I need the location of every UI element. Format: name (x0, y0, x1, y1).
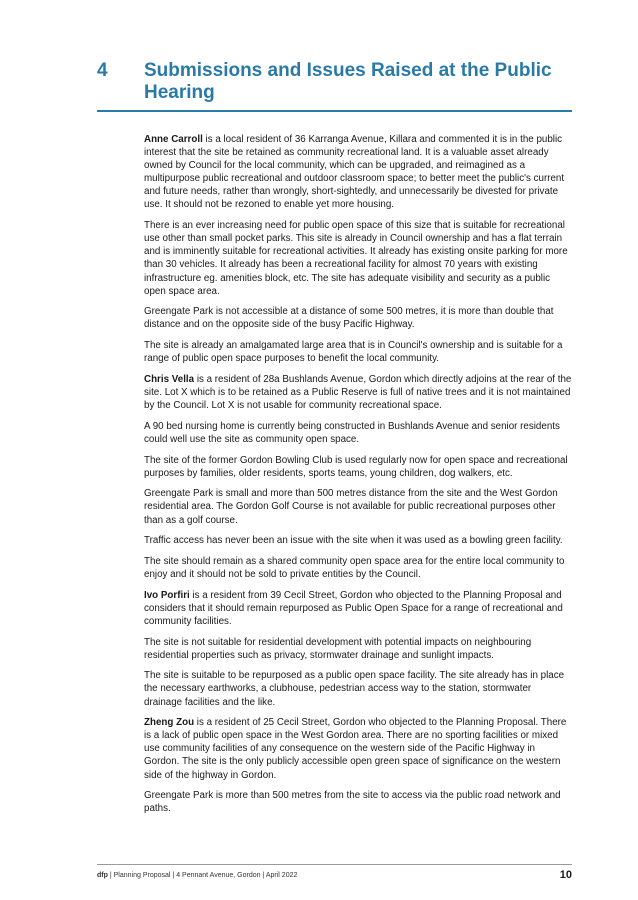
paragraph-text: A 90 bed nursing home is currently being constructed in Bushlands Avenue and senior residents could well use the site as community open space. (144, 420, 560, 445)
paragraph-text: is a resident of 28a Bushlands Avenue, Gordon which directly adjoins at the rear of the site. Lot X which is to be retained as a Public Reserve is full of native trees and it is not maintained by the Council. Lot X is not usable for community recreational space. (144, 373, 572, 412)
paragraph-text: Traffic access has never been an issue with the site when it was used as a bowling green facility. (144, 535, 563, 547)
paragraph-text: The site of the former Gordon Bowling Club is used regularly now for open space and recreational purposes by families, older residents, sports teams, young children, dog walkers, etc. (144, 454, 568, 479)
footer-brand: dfp (97, 871, 108, 879)
section-number: 4 (97, 60, 108, 81)
paragraph (144, 420, 572, 446)
footer-rule (97, 864, 572, 865)
document-body (144, 133, 572, 823)
paragraph (144, 716, 572, 781)
paragraph-text: The site is already an amalgamated large area that is in Council's ownership and is suitable for a range of public open space purposes to benefit the local community. (144, 340, 563, 365)
paragraph-text: is a resident from 39 Cecil Street, Gordon who objected to the Planning Proposal and considers that it should remain repurposed as Public Open Space for a range of recreational and community facilities. (144, 589, 563, 627)
paragraph-text: The site is suitable to be repurposed as a public open space facility. The site already has in place the necessary earthworks, a clubhouse, pedestrian access way to the station, stormwater drainage facilities and the like. (144, 670, 565, 708)
paragraph (144, 789, 572, 815)
paragraph-text: The site should remain as a shared community open space area for the entire local community to enjoy and it should not be sold to private entities by the Council. (144, 555, 565, 580)
footer-separator: | (172, 871, 175, 879)
footer-document: Planning Proposal (113, 871, 171, 879)
paragraph (144, 373, 572, 412)
paragraph (144, 454, 572, 480)
paragraph (144, 487, 572, 526)
submitter-name: Ivo Porfiri (144, 589, 190, 601)
page-number: 10 (559, 869, 572, 881)
paragraph-text: Greengate Park is not accessible at a distance of some 500 metres, it is more than double that distance and on the opposite side of the busy Pacific Highway. (144, 306, 554, 331)
submitter-name: Chris Vella (144, 373, 195, 385)
paragraph-text: There is an ever increasing need for public open space of this size that is suitable for recreational use other than small pocket parks. This site is already in Council ownership and has a flat terrain and is imminently suitable for recreational activities. It already has existing onsite parking for more than 30 vehicles. It already has been a recreational facility for almost 70 years with existing infrastructure eg. amenities block, etc. The site has adequate visibility and security as a public open space area. (144, 220, 568, 297)
paragraph (144, 589, 572, 628)
paragraph (144, 219, 572, 298)
page-footer (97, 869, 572, 881)
submitter-name: Anne Carroll (144, 134, 203, 145)
paragraph (144, 669, 572, 708)
paragraph (144, 133, 572, 212)
footer-date: April 2022 (265, 871, 298, 879)
section-heading (97, 60, 572, 104)
section-title: Submissions and Issues Raised at the Public Hearing (144, 60, 552, 103)
paragraph (144, 305, 572, 331)
paragraph (144, 339, 572, 365)
paragraph-text: The site is not suitable for residential development with potential impacts on neighbouring residential properties such as privacy, stormwater drainage and sunlight impacts. (144, 636, 532, 661)
footer-separator: | (262, 871, 265, 879)
paragraph-text: is a resident of 25 Cecil Street, Gordon who objected to the Planning Proposal. There is a lack of public open space in the West Gordon area. There are no sporting facilities or mixed use community facilities of any consequence on the western side of the Pacific Highway in Gordon. The site is the only publicly accessible open green space of significance on the western side of the highway in Gordon. (144, 717, 567, 781)
footer-info (97, 872, 297, 879)
footer-address: 4 Pennant Avenue, Gordon (176, 871, 261, 879)
paragraph-text: is a local resident of 36 Karranga Avenue, Killara and commented it is in the public interest that the site be retained as community recreational land. It is a valuable asset already owned by Council for the local community, which can be upgraded, and reimagined as a multipurpose public recreational and outdoor classroom space; to better meet the public's current and future needs, rather than wrongly, short-sightedly, and unnecessarily be divested for private use. It should not be rezoned to enable yet more housing. (144, 134, 565, 211)
paragraph-text: Greengate Park is small and more than 500 metres distance from the site and the West Gordon residential area. The Gordon Golf Course is not available for public recreational purposes other than as a golf course. (144, 488, 558, 526)
paragraph (144, 555, 572, 581)
heading-rule (97, 110, 572, 112)
footer-separator: | (109, 871, 112, 879)
paragraph (144, 534, 572, 547)
paragraph-text: Greengate Park is more than 500 metres from the site to access via the public road network and paths. (144, 790, 561, 815)
submitter-name: Zheng Zou (144, 717, 195, 729)
paragraph (144, 636, 572, 662)
